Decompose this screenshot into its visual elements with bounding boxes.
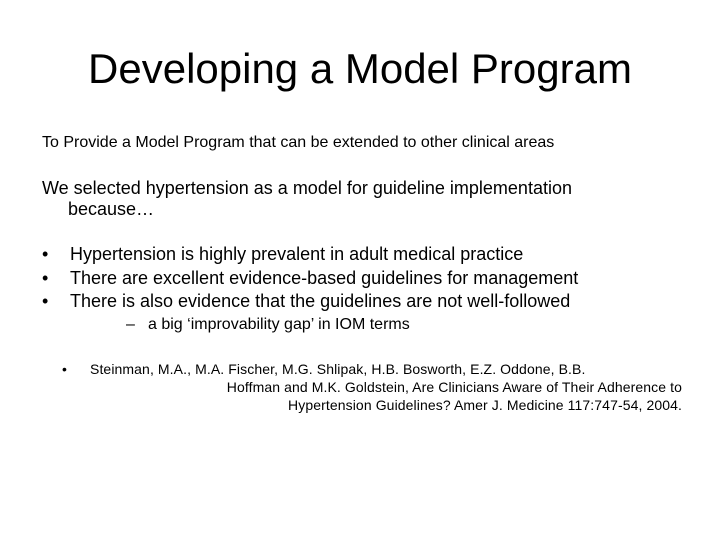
bullet-dot-icon: • (42, 291, 49, 311)
sub-bullet-text: a big ‘improvability gap’ in IOM terms (148, 316, 410, 333)
intro-paragraph-line-1: We selected hypertension as a model for guideline implementation (42, 178, 572, 198)
dash-icon: – (126, 316, 135, 333)
bullet-dot-icon: • (42, 267, 49, 288)
bullet-text: There is also evidence that the guidelines are not well-followed (70, 291, 571, 311)
bullet-item (42, 267, 578, 291)
citation-line: Steinman, M.A., M.A. Fischer, M.G. Shlipak, H.B. Bosworth, E.Z. Oddone, B.B. (90, 361, 586, 377)
citation-bullet-icon: • (62, 361, 67, 377)
sub-bullet (126, 314, 410, 336)
citation (90, 360, 682, 414)
bullet-text: Hypertension is highly prevalent in adult medical practice (70, 244, 524, 264)
intro-paragraph (42, 178, 692, 220)
bullet-text: There are excellent evidence-based guidelines for management (70, 267, 579, 288)
bullet-item (42, 290, 578, 314)
bullet-list (42, 243, 578, 314)
bullet-dot-icon: • (42, 244, 49, 264)
citation-line: Hoffman and M.K. Goldstein, Are Clinicians Aware of Their Adherence to (226, 379, 682, 395)
slide-subtitle: To Provide a Model Program that can be extended to other clinical areas (42, 134, 555, 151)
bullet-item (42, 243, 578, 267)
slide-title: Developing a Model Program (88, 45, 632, 92)
citation-line: Hypertension Guidelines? Amer J. Medicine 117:747-54, 2004. (288, 397, 682, 413)
intro-paragraph-line-2: because… (68, 199, 155, 219)
